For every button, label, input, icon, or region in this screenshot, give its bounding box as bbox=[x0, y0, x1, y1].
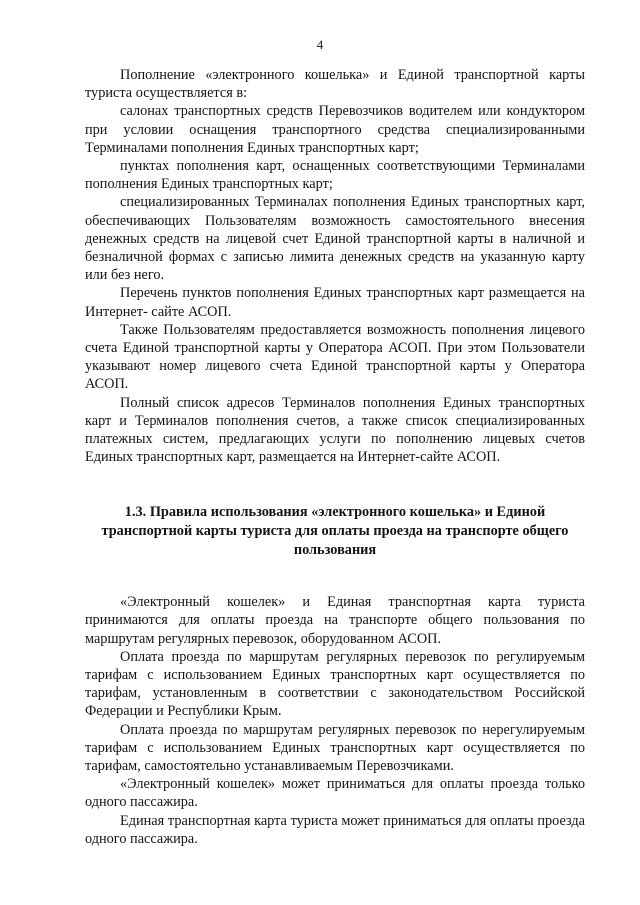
paragraph-section-1: «Электронный кошелек» и Единая транспортная карта туриста принимаются для оплаты проезда на транспорте общего пользования по маршрутам регулярных перевозок, оборудованном АСОП. bbox=[85, 594, 585, 647]
paragraph-top-4: специализированных Терминалах пополнения Единых транспортных карт, обеспечивающих Пользователям возможность самостоятельного внесения денежных средств на лицевой счет Единой транспортной карты в наличной и безналичной формах с записью лимита денежных средств на указанную карту или без него. bbox=[85, 194, 585, 284]
paragraph-section-4: «Электронный кошелек» может приниматься для оплаты проезда только одного пассажира. bbox=[85, 776, 585, 811]
paragraph-top-6: Также Пользователям предоставляется возможность пополнения лицевого счета Единой транспортной карты у Оператора АСОП. При этом Пользователи указывают номер лицевого счета Единой транспортной карты у Оператора АСОП. bbox=[85, 321, 585, 393]
paragraph-top-2: салонах транспортных средств Перевозчиков водителем или кондуктором при условии оснащения транспортного средства специализированными Терминалами пополнения Единых транспортных карт; bbox=[85, 103, 585, 156]
document-body bbox=[85, 66, 585, 848]
paragraph-section-5: Единая транспортная карта туриста может приниматься для оплаты проезда одного пассажира. bbox=[85, 812, 585, 847]
paragraph-top-1: Пополнение «электронного кошелька» и Единой транспортной карты туриста осуществляется в: bbox=[85, 67, 585, 102]
section-heading: 1.3. Правила использования «электронного кошелька» и Единой транспортной карты туриста для оплаты проезда на транспорте общего пользования bbox=[101, 504, 569, 558]
paragraph-section-3: Оплата проезда по маршрутам регулярных перевозок по нерегулируемым тарифам с использованием Единых транспортных карт осуществляется по тарифам, самостоятельно устанавливаемым Перевозчиками. bbox=[85, 721, 585, 775]
page-number: 4 bbox=[316, 37, 324, 52]
paragraph-top-5: Перечень пунктов пополнения Единых транспортных карт размещается на Интернет- сайте АСОП. bbox=[85, 285, 585, 320]
paragraph-top-7: Полный список адресов Терминалов пополнения Единых транспортных карт и Терминалов пополнения счетов, а также список специализированных платежных систем, предлагающих услуги по пополнению лицевых счетов Единых транспортных карт, размещается на Интернет-сайте АСОП. bbox=[85, 394, 585, 466]
paragraph-top-3: пунктах пополнения карт, оснащенных соответствующими Терминалами пополнения Единых транспортных карт; bbox=[85, 158, 585, 193]
paragraph-section-2: Оплата проезда по маршрутам регулярных перевозок по регулируемым тарифам с использованием Единых транспортных карт осуществляется по тарифам, установленным в соответствии с законодательством Российской Федерации и Республики Крым. bbox=[85, 648, 585, 720]
